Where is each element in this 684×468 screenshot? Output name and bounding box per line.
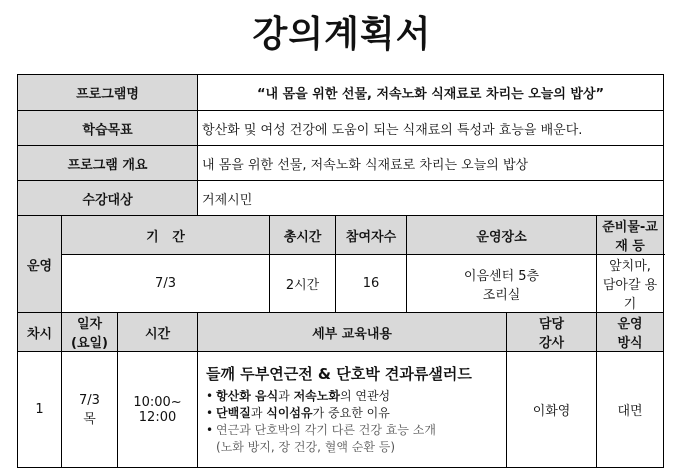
content-point-3: • 연근과 단호박의 각기 다른 건강 효능 소개	[206, 422, 498, 439]
point-1-bold-2: 저속노화	[293, 389, 340, 403]
period-value: 7/3	[62, 255, 270, 313]
period-header: 기 간	[62, 216, 270, 255]
date-header-line-1: 일자	[76, 317, 103, 332]
overview-value: 내 몸을 위한 선물, 저속노화 식재료로 차리는 오늘의 밥상	[198, 146, 664, 181]
instructor-header	[507, 313, 597, 352]
point-1-bold-1: 항산화 음식	[216, 389, 279, 403]
target-value: 거제시민	[198, 181, 664, 216]
date-header	[62, 313, 118, 352]
row-operation-values	[18, 255, 664, 313]
row-program-name	[18, 75, 664, 111]
point-2-end: 가 중요한 이유	[312, 406, 390, 420]
schedule-row	[18, 352, 664, 468]
session-value: 1	[18, 352, 62, 468]
row-overview	[18, 146, 664, 181]
time-header: 시간	[118, 313, 198, 352]
location-header: 운영장소	[407, 216, 597, 255]
date-value-line-2: 목	[83, 411, 96, 427]
point-1-end: 의 연관성	[339, 389, 391, 403]
content-point-1	[206, 388, 498, 405]
row-operation-headers	[18, 216, 664, 255]
location-value	[407, 255, 597, 313]
operation-label: 운영	[18, 216, 62, 313]
method-header-line-2: 방식	[617, 336, 643, 351]
participants-value: 16	[336, 255, 407, 313]
row-target	[18, 181, 664, 216]
location-line-1: 이음센터 5층	[463, 268, 540, 284]
point-1-mid: 과	[278, 389, 294, 403]
content-title: 들깨 두부연근전 & 단호박 견과류샐러드	[206, 365, 472, 383]
row-schedule-headers	[18, 313, 664, 352]
time-value-line-1: 10:00~	[133, 394, 182, 410]
date-value	[62, 352, 118, 468]
target-label: 수강대상	[18, 181, 198, 216]
content-point-2	[206, 405, 498, 422]
page-title: 강의계획서	[252, 14, 432, 55]
time-value	[118, 352, 198, 468]
content-points	[206, 388, 498, 439]
row-objective	[18, 111, 664, 146]
participants-header: 참여자수	[336, 216, 407, 255]
instructor-header-line-1: 담당	[538, 317, 565, 332]
content-header: 세부 교육내용	[198, 313, 507, 352]
overview-label: 프로그램 개요	[18, 146, 198, 181]
program-name-value: “내 몸을 위한 선물, 저속노화 식재료로 차리는 오늘의 밥상”	[198, 75, 664, 111]
materials-header: 준비물-교재 등	[597, 216, 664, 255]
method-value: 대면	[597, 352, 664, 468]
date-value-line-1: 7/3	[79, 392, 100, 408]
date-header-line-2: (요일)	[71, 336, 108, 351]
materials-value: 앞치마, 담아갈 용기	[597, 255, 664, 313]
total-time-value: 2시간	[270, 255, 336, 313]
session-header: 차시	[18, 313, 62, 352]
objective-label: 학습목표	[18, 111, 198, 146]
method-header-line-1: 운영	[617, 317, 643, 332]
instructor-header-line-2: 강사	[538, 336, 565, 351]
time-value-line-2: 12:00	[138, 409, 177, 425]
point-2-mid: 과	[250, 406, 267, 420]
location-line-2: 조리실	[482, 287, 521, 303]
method-header	[597, 313, 664, 352]
total-time-header: 총시간	[270, 216, 336, 255]
lecture-plan-table	[17, 74, 664, 468]
point-2-bold-2: 식이섬유	[266, 406, 313, 420]
content-value	[198, 352, 507, 468]
content-point-3-sub: (노화 방지, 장 건강, 혈액 순환 등)	[216, 440, 396, 454]
program-name-label: 프로그램명	[18, 75, 198, 111]
point-2-bold-1: 단백질	[216, 406, 251, 420]
instructor-value: 이화영	[507, 352, 597, 468]
objective-value: 항산화 및 여성 건강에 도움이 되는 식재료의 특성과 효능을 배운다.	[198, 111, 664, 146]
